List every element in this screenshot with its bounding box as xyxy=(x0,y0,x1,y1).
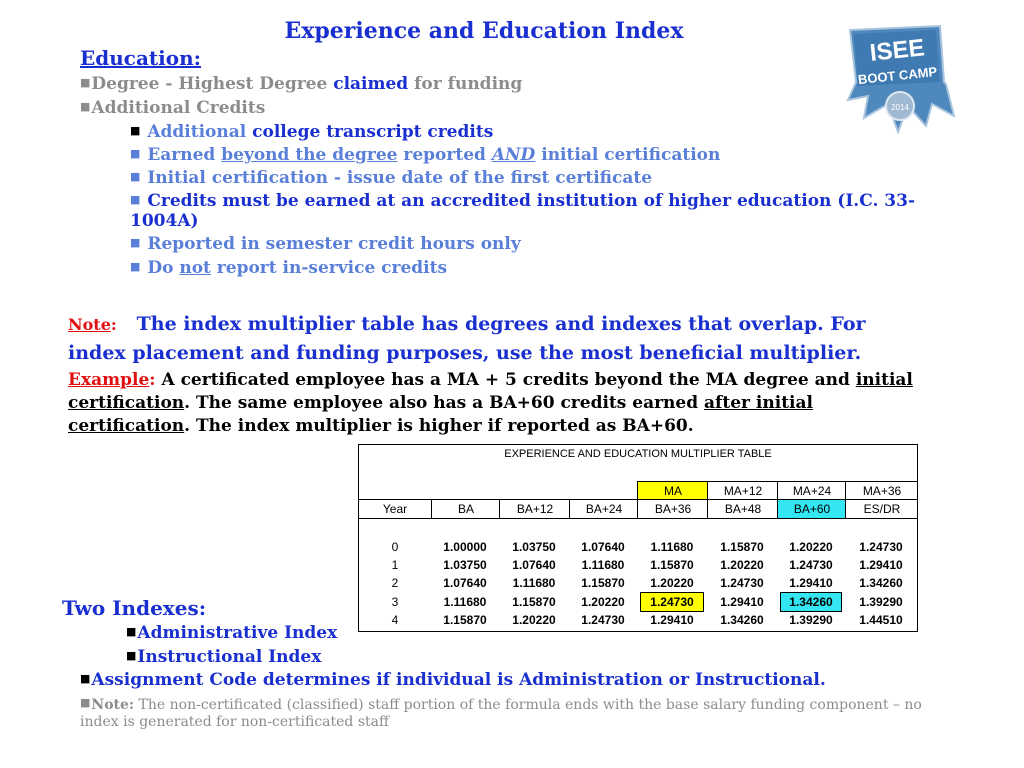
list-item-administrative: ■Administrative Index xyxy=(126,623,338,643)
table-column-header: BA+36 xyxy=(637,499,708,519)
table-cell: 1.15870 xyxy=(443,612,487,627)
table-year-cell: 2 xyxy=(391,576,399,591)
table-cell: 1.39290 xyxy=(789,612,833,627)
table-cell: 1.11680 xyxy=(581,558,625,573)
sub-item-initial-cert: ■ Initial certification - issue date of the first certificate xyxy=(130,168,653,188)
table-cell: 1.24730 xyxy=(789,558,833,573)
table-cell: 1.20220 xyxy=(789,540,833,554)
table-cell: 1.24730 xyxy=(720,576,764,591)
table-year-cell: 1 xyxy=(391,558,399,573)
table-cell: 1.29410 xyxy=(789,576,833,591)
bullet-icon: ■ xyxy=(80,696,91,709)
table-column-header: Year xyxy=(359,499,431,519)
list-item-instructional: ■Instructional Index xyxy=(126,647,322,667)
table-column-header: BA+60 xyxy=(777,499,846,519)
bullet-icon: ■ xyxy=(126,649,137,662)
table-cell: 1.07640 xyxy=(581,540,625,554)
education-heading: Education: xyxy=(80,46,202,70)
table-cell: 1.44510 xyxy=(859,612,903,627)
classified-note: ■Note: The non-certificated (classified) staff portion of the formula ends with the base salary funding component – no index is generated for non-certificated staff xyxy=(80,696,922,730)
table-cell: 1.29410 xyxy=(720,594,764,609)
table-column-header: BA+12 xyxy=(499,499,570,519)
bullet-icon: ■ xyxy=(130,170,141,183)
table-cell: 1.15870 xyxy=(581,576,625,591)
sub-item-accredited-cont: 1004A) xyxy=(130,211,199,231)
table-year-cell: 4 xyxy=(391,612,399,627)
table-cell: 1.15870 xyxy=(720,540,764,554)
bullet-icon: ■ xyxy=(130,236,141,249)
table-cell: 1.20220 xyxy=(650,576,694,591)
multiplier-table xyxy=(358,444,918,632)
bullet-icon: ■ xyxy=(80,76,91,89)
table-cell: 1.34260 xyxy=(859,576,903,591)
sub-item-earned: ■ Earned beyond the degree reported AND initial certification xyxy=(130,145,721,165)
badge-line2: BOOT CAMP xyxy=(857,63,938,88)
table-cell: 1.29410 xyxy=(859,558,903,573)
bullet-icon: ■ xyxy=(80,100,91,113)
table-year-cell: 0 xyxy=(391,540,399,554)
note-line2: index placement and funding purposes, use the most beneficial multiplier. xyxy=(68,342,862,364)
table-cell: 1.20220 xyxy=(720,558,764,573)
isee-boot-camp-badge xyxy=(828,22,968,134)
table-title: EXPERIENCE AND EDUCATION MULTIPLIER TABLE xyxy=(504,448,772,460)
assignment-code-line: ■Assignment Code determines if individual is Administration or Instructional. xyxy=(80,670,826,690)
table-cell: 1.00000 xyxy=(443,540,487,554)
bullet-icon: ■ xyxy=(130,147,141,160)
table-column-header: BA+48 xyxy=(707,499,778,519)
table-top-header: MA+24 xyxy=(777,481,846,500)
table-cell: 1.39290 xyxy=(859,594,903,609)
table-cell: 1.15870 xyxy=(650,558,694,573)
bullet-icon: ■ xyxy=(126,625,137,638)
table-cell: 1.24730 xyxy=(581,612,625,627)
table-year-cell: 3 xyxy=(391,594,399,609)
page-title: Experience and Education Index xyxy=(284,18,684,44)
table-top-header: MA+36 xyxy=(845,481,918,500)
table-cell: 1.20220 xyxy=(512,612,556,627)
two-indexes-heading: Two Indexes: xyxy=(62,596,207,620)
badge-line1: ISEE xyxy=(868,34,926,67)
table-column-header: ES/DR xyxy=(845,499,918,519)
sub-item-semester: ■ Reported in semester credit hours only xyxy=(130,234,521,254)
sub-item-accredited: ■ Credits must be earned at an accredited institution of higher education (I.C. 33- xyxy=(130,191,916,211)
table-cell: 1.07640 xyxy=(512,558,556,573)
note-line1: The index multiplier table has degrees and indexes that overlap. For xyxy=(136,313,866,335)
table-cell: 1.15870 xyxy=(512,594,556,609)
list-item-additional-credits: ■Additional Credits xyxy=(80,98,266,118)
table-cell: 1.24730 xyxy=(641,593,703,611)
table-cell: 1.11680 xyxy=(650,540,694,554)
example-block: Example: A certificated employee has a MA + 5 credits beyond the MA degree and initial certification. The same employee also has a BA+60 credits earned after initial certification. The index multiplier is higher if reported as BA+60. xyxy=(68,370,913,436)
table-cell: 1.29410 xyxy=(650,612,694,627)
bullet-icon: ■ xyxy=(80,672,91,685)
table-top-header: MA xyxy=(637,481,708,500)
sub-item-in-service: ■ Do not report in-service credits xyxy=(130,258,448,278)
badge-seal-year: 2014 xyxy=(891,103,909,112)
table-column-header: BA+24 xyxy=(569,499,638,519)
bullet-icon: ■ xyxy=(130,124,141,137)
note-label: Note xyxy=(68,315,111,334)
table-column-header: BA xyxy=(431,499,500,519)
table-cell: 1.11680 xyxy=(512,576,556,591)
list-item-degree: ■Degree - Highest Degree claimed for funding xyxy=(80,74,523,94)
note-block: Note: The index multiplier table has degrees and indexes that overlap. For index placement and funding purposes, use the most beneficial multiplier. xyxy=(68,310,968,367)
table-cell: 1.34260 xyxy=(781,593,841,611)
sub-item-transcript: ■ Additional college transcript credits xyxy=(130,122,494,142)
bullet-icon: ■ xyxy=(130,193,141,206)
table-cell: 1.07640 xyxy=(443,576,487,591)
table-cell: 1.03750 xyxy=(443,558,487,573)
example-label: Example xyxy=(68,370,150,390)
table-top-header: MA+12 xyxy=(707,481,778,500)
table-cell: 1.34260 xyxy=(720,612,764,627)
bullet-icon: ■ xyxy=(130,260,141,273)
table-cell: 1.11680 xyxy=(443,594,487,609)
table-cell: 1.03750 xyxy=(512,540,556,554)
table-cell: 1.20220 xyxy=(581,594,625,609)
table-cell: 1.24730 xyxy=(859,540,903,554)
